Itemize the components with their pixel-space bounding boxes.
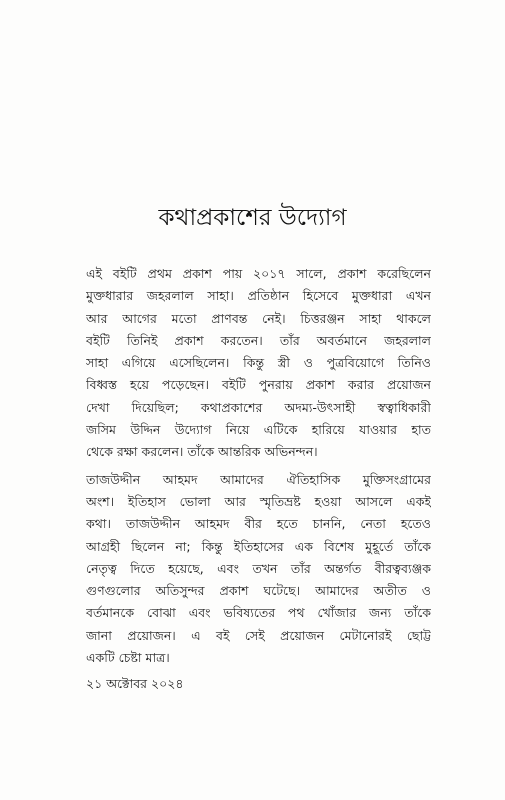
text-line: গুণগুলোর অতিসুন্দর প্রকাশ ঘটেছে। আমাদের অতীত ও [86,583,431,599]
text-line: নেতৃত্ব দিতে হয়েছে, এবং তখন তাঁর অন্তর্গত বীরত্বব্যঞ্জক [86,560,431,576]
date-line: ২১ অক্টোবর ২০২৪ [86,676,184,691]
text-line: আর আগের মতো প্রাণবন্ত নেই। চিত্তরঞ্জন সাহা থাকলে [86,310,431,326]
text-line: বিধ্বস্ত হয়ে পড়েছেন। বইটি পুনরায় প্রকাশ করার প্রয়োজন [86,377,431,393]
text-line: কথা। তাজউদ্দীন আহমদ বীর হতে চাননি, নেতা হতেও [86,516,431,532]
body-text [86,263,431,674]
text-line: একটি চেষ্টা মাত্র। [86,650,170,666]
text-line: সাহা এগিয়ে এসেছিলেন। কিন্তু স্ত্রী ও পুত্রবিয়োগে তিনিও [86,355,431,371]
text-line: অংশ। ইতিহাস ভোলা আর স্মৃতিভ্রষ্ট হওয়া আসলে একই [86,493,431,509]
paragraph-1 [86,263,431,464]
text-line: থেকে রক্ষা করলেন। তাঁকে আন্তরিক অভিনন্দন। [86,444,318,460]
text-line: বর্তমানকে বোঝা এবং ভবিষ্যতের পথ খোঁজার জন্য তাঁকে [86,605,431,621]
text-line: জানা প্রয়োজন। এ বই সেই প্রয়োজন মেটানোরই ছোট্ট [86,627,431,643]
text-line: তাজউদ্দীন আহমদ আমাদের ঐতিহাসিক মুক্তিসংগ্রামের [86,471,431,487]
paragraph-2 [86,469,431,670]
text-line: দেখা দিয়েছিল; কথাপ্রকাশের অদম্য-উৎসাহী স্বত্বাধিকারী [86,399,431,415]
text-line: এই বইটি প্রথম প্রকাশ পায় ২০১৭ সালে, প্রকাশ করেছিলেন [86,266,431,281]
text-line: আগ্রহী ছিলেন না; কিন্তু ইতিহাসের এক বিশেষ মুহূর্তে তাঁকে [86,538,431,554]
text-line: মুক্তধারার জহরলাল সাহা। প্রতিষ্ঠান হিসেবে মুক্তধারা এখন [86,288,431,304]
text-line: বইটি তিনিই প্রকাশ করতেন। তাঁর অবর্তমানে জহরলাল [86,332,431,348]
text-line: জসিম উদ্দিন উদ্যোগ নিয়ে এটিকে হারিয়ে যাওয়ার হাত [86,422,431,438]
page-title: কথাপ্রকাশের উদ্যোগ [158,205,347,231]
